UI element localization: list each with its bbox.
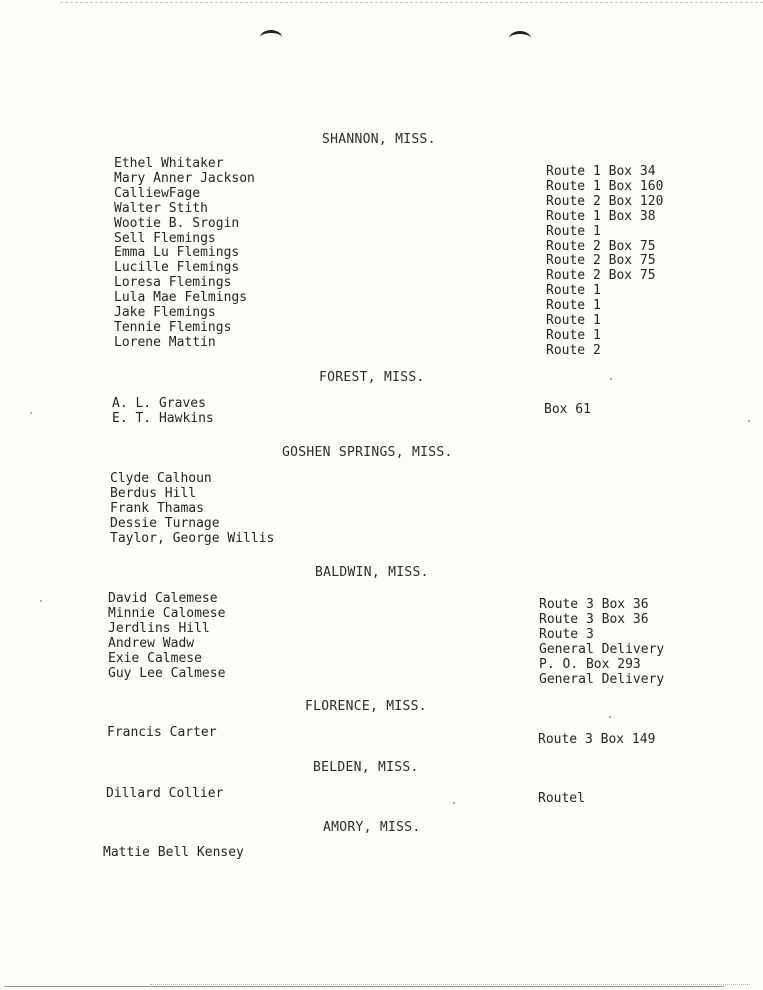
address-entry: Route 3 Box 36 [539,597,649,612]
address-entry: General Delivery [539,671,665,687]
name-entry: Lucille Flemings [114,260,240,276]
heading-baldwin: BALDWIN, MISS. [315,565,429,580]
name-entry: Jerdlins Hill [108,620,210,636]
address-entry: Route 1 [546,298,601,314]
top-edge-rule [60,2,763,3]
name-entry: David Calemese [108,591,218,606]
address-entry: Route 1 [546,223,601,239]
names-list-goshen-springs [110,472,274,547]
names-list-shannon [114,157,255,351]
address-entry: Route 3 Box 149 [538,732,656,747]
name-entry: CalliewFage [114,185,201,201]
name-entry: Sell Flemings [114,230,216,246]
scan-speck [40,600,42,602]
name-entry: Frank Thamas [110,500,204,516]
address-list-florence [538,733,655,748]
address-entry: Route 1 Box 34 [546,164,656,179]
heading-goshen-springs: GOSHEN SPRINGS, MISS. [282,445,453,460]
scan-speck [610,378,612,380]
names-list-amory [103,846,244,861]
heading-belden: BELDEN, MISS. [313,760,419,775]
name-entry: A. L. Graves [112,396,206,411]
scan-speck [30,412,32,414]
name-entry: Dessie Turnage [110,515,220,531]
address-entry: Route 1 [546,283,601,299]
address-entry: Route 1 [546,313,601,329]
name-entry: Andrew Wadw [108,635,195,651]
address-entry: Route 2 Box 75 [546,253,656,269]
address-entry: Route 1 [546,327,601,343]
name-entry: Dillard Collier [106,786,224,801]
name-entry: Mattie Bell Kensey [103,845,244,860]
address-entry: Route 3 Box 36 [539,611,649,627]
name-entry: Loresa Flemings [114,275,232,291]
address-entry: Box 61 [544,402,591,417]
names-list-baldwin [108,592,225,681]
address-list-baldwin [539,598,664,687]
scan-speck [748,420,750,422]
address-entry: P. O. Box 293 [539,656,641,672]
name-entry: Tennie Flemings [114,319,232,335]
address-entry: Route 1 Box 38 [546,208,656,224]
address-entry: Route 2 Box 75 [546,268,656,284]
address-entry: Route 2 Box 75 [546,238,656,254]
name-entry: Ethel Whitaker [114,156,224,171]
name-entry: Exie Calmese [108,650,202,666]
name-entry: Minnie Calomese [108,605,226,621]
names-list-florence [107,726,217,741]
name-entry: Francis Carter [107,725,217,740]
name-entry: Taylor, George Willis [110,530,275,546]
heading-amory: AMORY, MISS. [323,820,421,835]
address-entry: Routel [538,791,585,806]
name-entry: Lula Mae Felmings [114,290,248,306]
name-entry: Clyde Calhoun [110,471,212,486]
bottom-edge-dots [150,984,750,985]
names-list-forest [112,397,214,427]
address-entry: Route 3 [539,626,594,642]
name-entry: E. T. Hawkins [112,410,214,426]
address-list-forest [544,403,591,418]
address-entry: Route 2 Box 120 [546,193,664,209]
name-entry: Mary Anner Jackson [114,170,255,186]
address-list-belden [538,792,585,807]
heading-shannon: SHANNON, MISS. [322,132,436,147]
bottom-edge-rule [4,986,724,987]
punch-hole-right [509,31,531,46]
heading-florence: FLORENCE, MISS. [305,699,427,714]
name-entry: Jake Flemings [114,305,216,321]
name-entry: Emma Lu Flemings [114,245,240,261]
address-entry: Route 2 [546,342,601,358]
scan-speck [453,802,455,804]
scan-speck [609,716,611,718]
name-entry: Berdus Hill [110,485,197,501]
name-entry: Wootie B. Srogin [114,215,240,231]
heading-forest: FOREST, MISS. [319,370,425,385]
address-entry: General Delivery [539,641,665,657]
name-entry: Guy Lee Calmese [108,665,226,681]
address-list-shannon [546,165,663,359]
punch-hole-left [260,30,282,45]
names-list-belden [106,787,223,802]
name-entry: Walter Stith [114,200,208,216]
address-entry: Route 1 Box 160 [546,178,664,194]
name-entry: Lorene Mattin [114,334,216,350]
